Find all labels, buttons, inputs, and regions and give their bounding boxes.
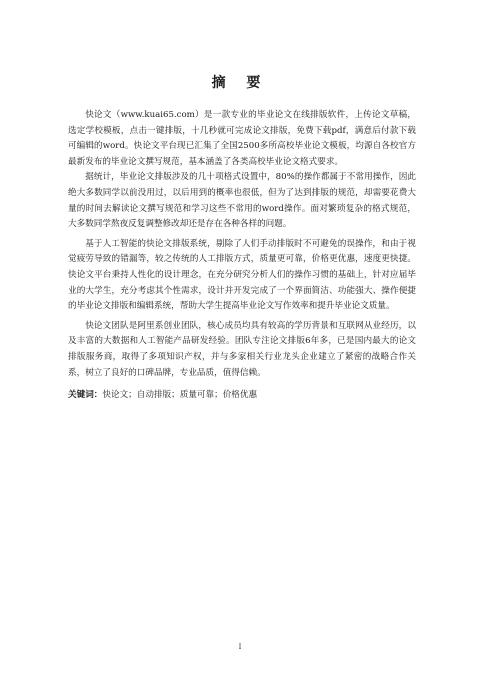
page-number: I	[238, 643, 242, 651]
abstract-paragraph-2: 据统计，毕业论文排版涉及的几十项格式设置中，80%的操作都属于不常用操作，因此绝大多数同学以前没用过，以后用到的概率也很低，但为了达到排版的规范，却需要花费大量的时间去解读论文撰写规范和学习这些不常用的word操作。面对繁琐复杂的格式规范，大多数同学熬夜反复调整修改却还是存在各种各样的问题。	[68, 172, 416, 230]
keywords-line	[68, 388, 416, 404]
abstract-paragraph-1: 快论文（www.kuai65.com）是一款专业的毕业论文在线排版软件，上传论文草稿，选定学校模板，点击一键排版，十几秒就可完成论文排版，免费下载pdf，满意后付款下载可编辑的word。快论文平台现已汇集了全国2500多所高校毕业论文模板，均源自各校官方最新发布的毕业论文撰写规范，基本涵盖了各类高校毕业论文格式要求。	[68, 110, 416, 167]
abstract-body	[68, 108, 416, 404]
abstract-paragraph-3: 基于人工智能的快论文排版系统，剔除了人们手动排版时不可避免的误操作，和由于视觉疲劳导致的错漏等，较之传统的人工排版方式，质量更可靠，价格更优惠，速度更快捷。快论文平台秉持人性化的设计理念，在充分研究分析人们的操作习惯的基础上，针对应届毕业的大学生，充分考虑其个性需求，设计并开发完成了一个界面简洁、功能强大、操作便捷的毕业论文排版和编辑系统，帮助大学生提高毕业论文写作效率和提升毕业论文质量。	[68, 238, 416, 312]
keywords-text: 快论文；自动排版；质量可靠；价格优惠	[102, 390, 258, 401]
abstract-title: 摘 要	[211, 75, 269, 91]
abstract-paragraph-4: 快论文团队是阿里系创业团队，核心成员均具有较高的学历背景和互联网从业经历，以及丰富的大数据和人工智能产品研发经验。团队专注论文排版6年多，已是国内最大的论文排版服务商，取得了多项知识产权，并与多家相关行业龙头企业建立了紧密的战略合作关系，树立了良好的口碑品牌，专业品质，值得信赖。	[68, 320, 416, 378]
keywords-label: 关键词：	[68, 390, 103, 401]
